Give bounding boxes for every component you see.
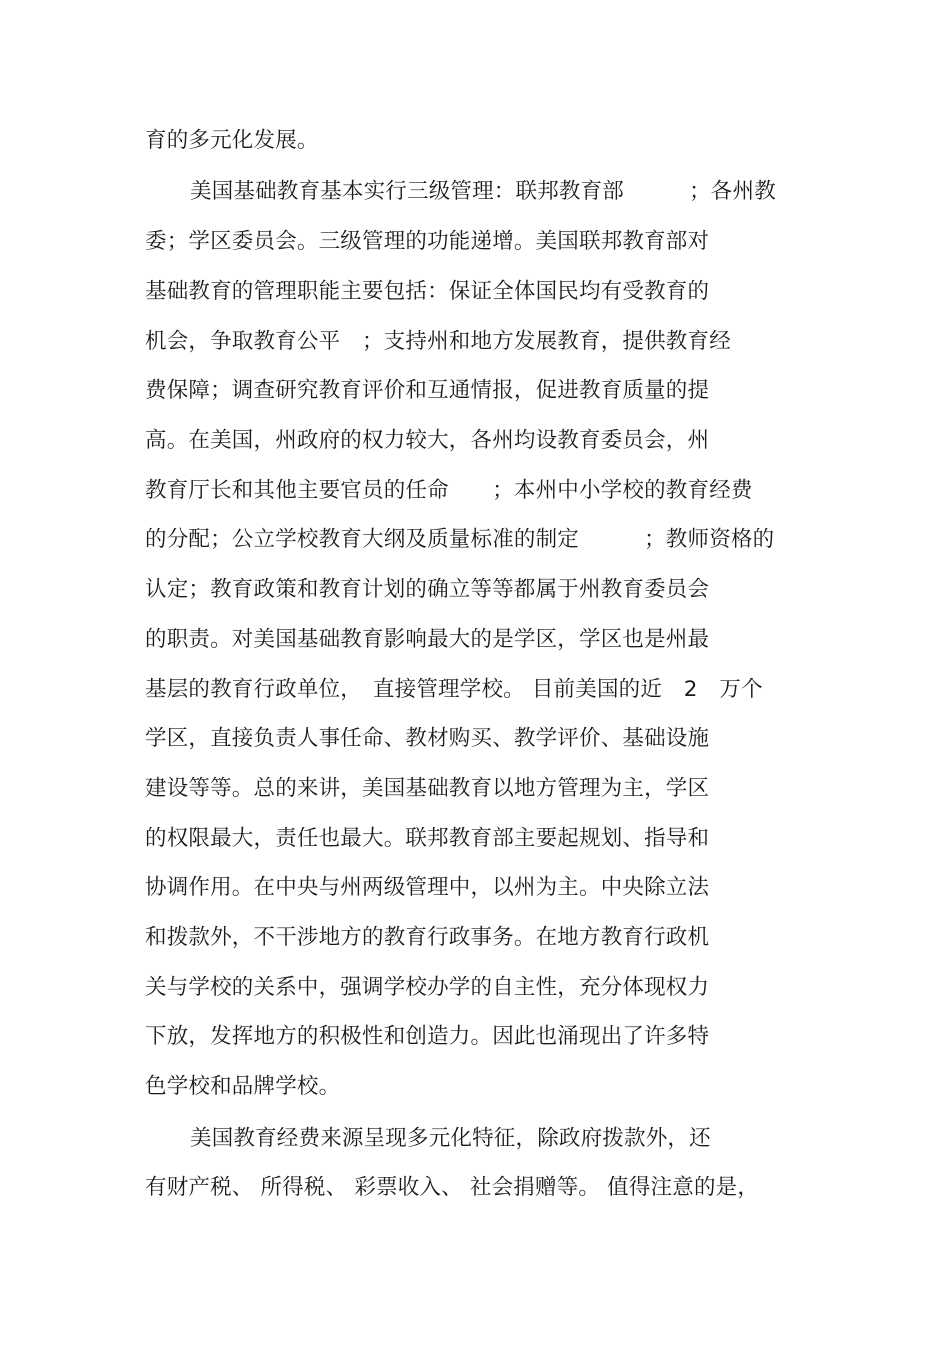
text-line: 建设等等。总的来讲，美国基础教育以地方管理为主，学区 <box>145 776 710 801</box>
text-line: 基础教育的管理职能主要包括：保证全体国民均有受教育的 <box>145 279 710 304</box>
paragraph-first-line: 美国基础教育基本实行三级管理：联邦教育部 ；各州教 <box>190 179 776 204</box>
text-line: 教育厅长和其他主要官员的任命 ；本州中小学校的教育经费 <box>145 478 753 503</box>
text-line: 的权限最大，责任也最大。联邦教育部主要起规划、指导和 <box>145 826 710 851</box>
text-line: 下放，发挥地方的积极性和创造力。因此也涌现出了许多特 <box>145 1024 710 1049</box>
text-line: 委；学区委员会。三级管理的功能递增。美国联邦教育部对 <box>145 229 710 254</box>
text-line: 高。在美国，州政府的权力较大，各州均设教育委员会，州 <box>145 428 710 453</box>
text-line: 学区，直接负责人事任命、教材购买、教学评价、基础设施 <box>145 726 710 751</box>
text-line: 和拨款外，不干涉地方的教育行政事务。在地方教育行政机 <box>145 925 710 950</box>
text-line: 的职责。对美国基础教育影响最大的是学区，学区也是州最 <box>145 627 710 652</box>
text-line: 机会，争取教育公平 ；支持州和地方发展教育，提供教育经 <box>145 329 731 354</box>
text-line: 基层的教育行政单位， 直接管理学校。 目前美国的近 2 万个 <box>145 677 763 702</box>
text-line: 关与学校的关系中，强调学校办学的自主性，充分体现权力 <box>145 975 710 1000</box>
paragraph-first-line: 美国教育经费来源呈现多元化特征，除政府拨款外，还 <box>190 1126 711 1151</box>
text-line: 色学校和品牌学校。 <box>145 1074 341 1099</box>
text-line: 协调作用。在中央与州两级管理中，以州为主。中央除立法 <box>145 875 710 900</box>
text-line: 有财产税、 所得税、 彩票收入、 社会捐赠等。 值得注意的是， <box>145 1175 760 1200</box>
text-line: 费保障；调查研究教育评价和互通情报，促进教育质量的提 <box>145 378 710 403</box>
text-line: 的分配；公立学校教育大纲及质量标准的制定 ；教师资格的 <box>145 527 775 552</box>
text-line: 育的多元化发展。 <box>145 128 319 153</box>
text-line: 认定；教育政策和教育计划的确立等等都属于州教育委员会 <box>145 577 710 602</box>
